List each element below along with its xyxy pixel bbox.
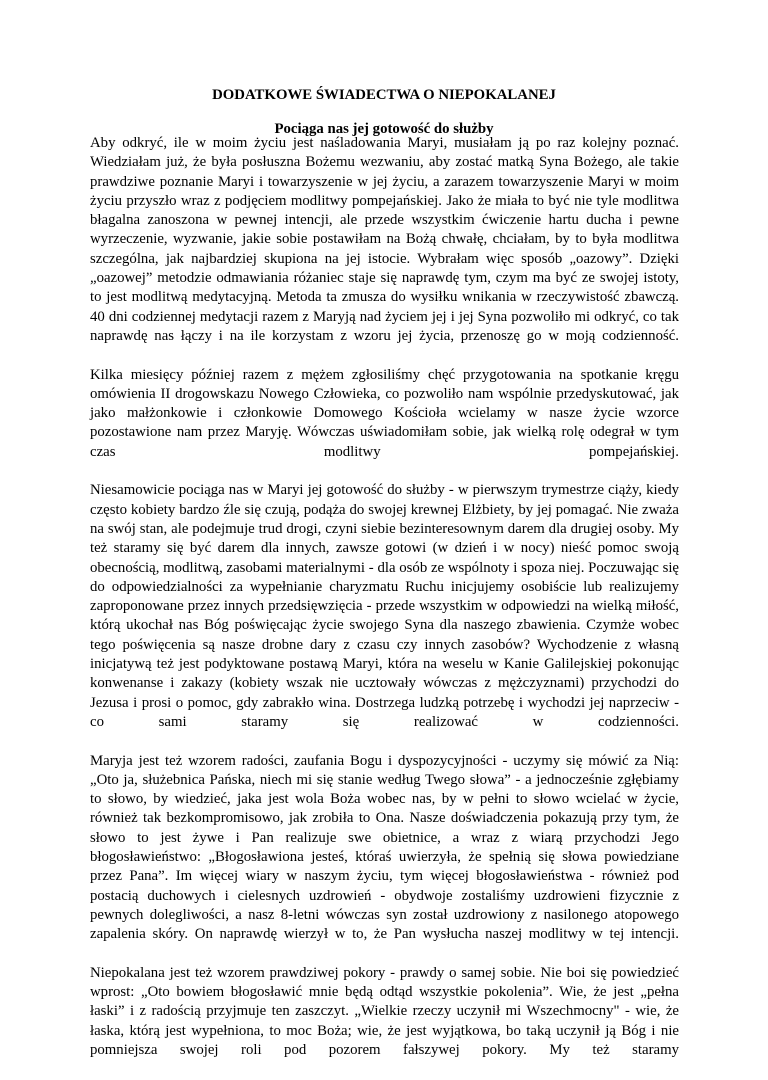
paragraph: Niesamowicie pociąga nas w Maryi jej gotowość do służby - w pierwszym trymestrze ciąży, kiedy często kobiety bardzo źle się czują, podąża do swojej krewnej Elżbiety, by jej pomagać. Nie zważa na swój stan, ale podejmuje trud drogi, czyni siebie bezinteresownym darem dla drugiej osoby. My też staramy się być darem dla innych, zawsze gotowi (w dzień i w nocy) nieść pomoc swoją obecnością, modlitwą, zasobami materialnymi - dla osób ze wspólnoty i spoza niej. Poczuwając się do odpowiedzialności za wypełnianie charyzmatu Ruchu inicjujemy osobiście lub realizujemy zaproponowane przez innych przedsięwzięcia - przede wszystkim w odpowiedzi na wielką miłość, którą ukochał nas Bóg poświęcając życie swojego Syna dla naszego zbawienia. Czymże wobec tego poświęcenia są nasze drobne dary z czasu czy innych zasobów? Wychodzenie z własną inicjatywą też jest podyktowane postawą Maryi, która na weselu w Kanie Galilejskiej pokonując konwenanse i zakazy (kobiety wszak nie ucztowały wówczas z mężczyznami) przychodzi do Jezusa i prosi o pomoc, gdy zabrakło wina. Dostrzega ludzką potrzebę i wychodzi jej naprzeciw - co sami staramy się realizować w codzienności. <box>90 482 679 730</box>
document-title: DODATKOWE ŚWIADECTWA O NIEPOKALANEJ <box>212 87 556 103</box>
paragraph: Maryja jest też wzorem radości, zaufania Bogu i dyspozycyjności - uczymy się mówić za Nią: „Oto ja, służebnica Pańska, niech mi się stanie według Twego słowa” - a jednocześnie zgłębiamy to słowo, by wiedzieć, jaka jest wola Boża wobec nas, by w pełni to słowo wcielać w życie, również tak bezkompromisowo, jak zrobiła to Ona. Nasze doświadczenia pokazują przy tym, że słowo to jest żywe i Pan realizuje swe obietnice, a wraz z wiarą przychodzi Jego błogosławieństwo: „Błogosławiona jesteś, któraś uwierzyła, że spełnią się słowa powiedziane przez Pana”. Im więcej wiary w naszym życiu, tym więcej błogosławieństwa - również pod postacią duchowych i cielesnych uzdrowień - obydwoje zostaliśmy uzdrowieni fizycznie z pewnych dolegliwości, a nasz 8-letni wówczas syn został uzdrowiony z nasilonego atopowego zapalenia skóry. On naprawdę wierzył w to, że Pan wysłucha naszej modlitwy w tej intencji. <box>90 752 679 943</box>
section-subtitle: Pociąga nas jej gotowość do służby <box>274 121 494 137</box>
paragraph: Aby odkryć, ile w moim życiu jest naśladowania Maryi, musiałam ją po raz kolejny poznać. Wiedziałam już, że była posłuszna Bożemu wezwaniu, aby zostać matką Syna Bożego, ale takie prawdziwe poznanie Maryi i towarzyszenie w jej życiu, a zarazem towarzyszenie Maryi w moim życiu przyszło wraz z podjęciem modlitwy pompejańskiej. Jako że miała to być nie tyle modlitwa błagalna zanoszona w pewnej intencji, ale przede wszystkim ćwiczenie hartu ducha i pewne wyrzeczenie, wyzwanie, jakie sobie postawiłam na Bożą chwałę, chciałam, by to była modlitwa szczególna, jak najbardziej skupiona na jej istocie. Wybrałam więc sposób „oazowy”. Dzięki „oazowej” metodzie odmawiania różaniec staje się naprawdę tym, czym ma być ze swojej istoty, to jest modlitwą medytacyjną. Metoda ta zmusza do wysiłku wnikania w rzeczywistość zbawczą. 40 dni codziennej medytacji razem z Maryją nad życiem jej i jej Syna pozwoliło mi odkryć, co tak naprawdę nas łączy i na ile korzystam z wzoru jej życia, przenoszę go w moją codzienność. <box>90 135 679 344</box>
paragraph: Niepokalana jest też wzorem prawdziwej pokory - prawdy o samej sobie. Nie boi się powiedzieć wprost: „Oto bowiem błogosławić mnie będą odtąd wszystkie pokolenia”. Wie, że jest „pełna łaski” i z radością przyjmuje ten zaszczyt. „Wielkie rzeczy uczynił mi Wszechmocny" - wie, że łaska, którą jest wypełniona, to moc Boża; wie, że jest wyjątkowa, bo taką uczynił ją Bóg i nie pomniejsza swojej roli pod pozorem fałszywej pokory. My też staramy <box>90 964 679 1058</box>
paragraph: Kilka miesięcy później razem z mężem zgłosiliśmy chęć przygotowania na spotkanie kręgu omówienia II drogowskazu Nowego Człowieka, co pozwoliło nam wspólnie przedyskutować, jak jako małżonkowie i członkowie Domowego Kościoła wcielamy w nasze życie wzorce pozostawione nam przez Maryję. Wówczas uświadomiłam sobie, jak wielką rolę odegrał w tym czas modlitwy pompejańskiej. <box>90 366 679 460</box>
document-body <box>90 134 679 1080</box>
